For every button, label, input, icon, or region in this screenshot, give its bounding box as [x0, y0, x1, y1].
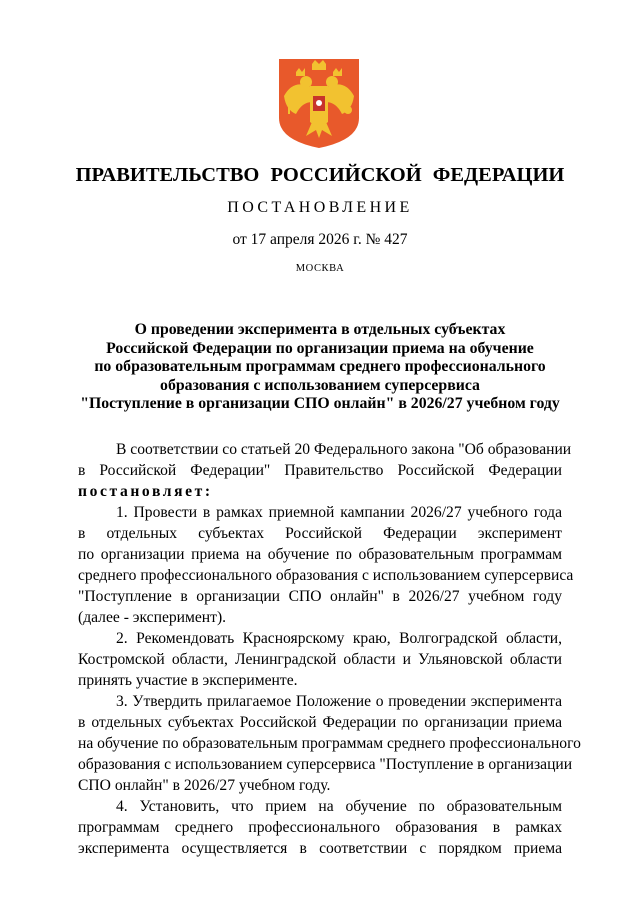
document-city: МОСКВА: [295, 263, 345, 274]
body-line: принять участие в эксперименте.: [78, 672, 298, 689]
subject-line: О проведении эксперимента в отдельных субъектах: [134, 321, 506, 338]
coat-of-arms-icon: [276, 56, 362, 150]
body-line: В соответствии со статьей 20 Федерального закона "Об образовании: [116, 441, 572, 458]
body-line: (далее - эксперимент).: [78, 609, 227, 626]
resolves-keyword: постановляет:: [78, 483, 213, 500]
subject-line: "Поступление в организации СПО онлайн" в 2026/27 учебном году: [80, 395, 560, 413]
body-line: в отдельных субъектах Российской Федерации по организации приема: [78, 714, 562, 731]
body-line: 4. Установить, что прием на обучение по образовательным: [116, 798, 562, 815]
body-line: СПО онлайн" в 2026/27 учебном году.: [78, 777, 331, 794]
document-subject: [40, 321, 600, 414]
body-line: 2. Рекомендовать Красноярскому краю, Волгоградской области,: [116, 630, 562, 647]
document-date-number: от 17 апреля 2026 г. № 427: [232, 231, 408, 248]
document-type: ПОСТАНОВЛЕНИЕ: [227, 199, 413, 216]
body-line: в Российской Федерации" Правительство Российской Федерации: [78, 462, 562, 479]
government-name: ПРАВИТЕЛЬСТВО РОССИЙСКОЙ ФЕДЕРАЦИИ: [75, 164, 565, 186]
body-line: программам среднего профессионального образования в рамках: [78, 819, 562, 836]
body-line: по организации приема на обучение по образовательным программам: [78, 546, 562, 563]
subject-line: образования с использованием суперсервиса: [160, 376, 480, 394]
body-line: образования с использованием суперсервиса "Поступление в организации: [78, 756, 573, 773]
subject-line: Российской Федерации по организации приема на обучение: [106, 339, 534, 357]
document-body: [78, 439, 581, 859]
body-line: в отдельных субъектах Российской Федерации эксперимент: [78, 525, 562, 542]
body-line: "Поступление в организации СПО онлайн" в 2026/27 учебном году: [78, 588, 562, 605]
body-line: среднего профессионального образования с использованием суперсервиса: [78, 567, 574, 584]
body-line: 1. Провести в рамках приемной кампании 2026/27 учебного года: [116, 504, 562, 521]
body-line: 3. Утвердить прилагаемое Положение о проведении эксперимента: [116, 693, 562, 710]
body-line: эксперимента осуществляется в соответствии с порядком приема: [78, 840, 562, 857]
subject-line: по образовательным программам среднего профессионального: [94, 358, 546, 376]
body-line: на обучение по образовательным программам среднего профессионального: [78, 735, 581, 752]
body-line: Костромской области, Ленинградской области и Ульяновской области: [78, 651, 562, 668]
